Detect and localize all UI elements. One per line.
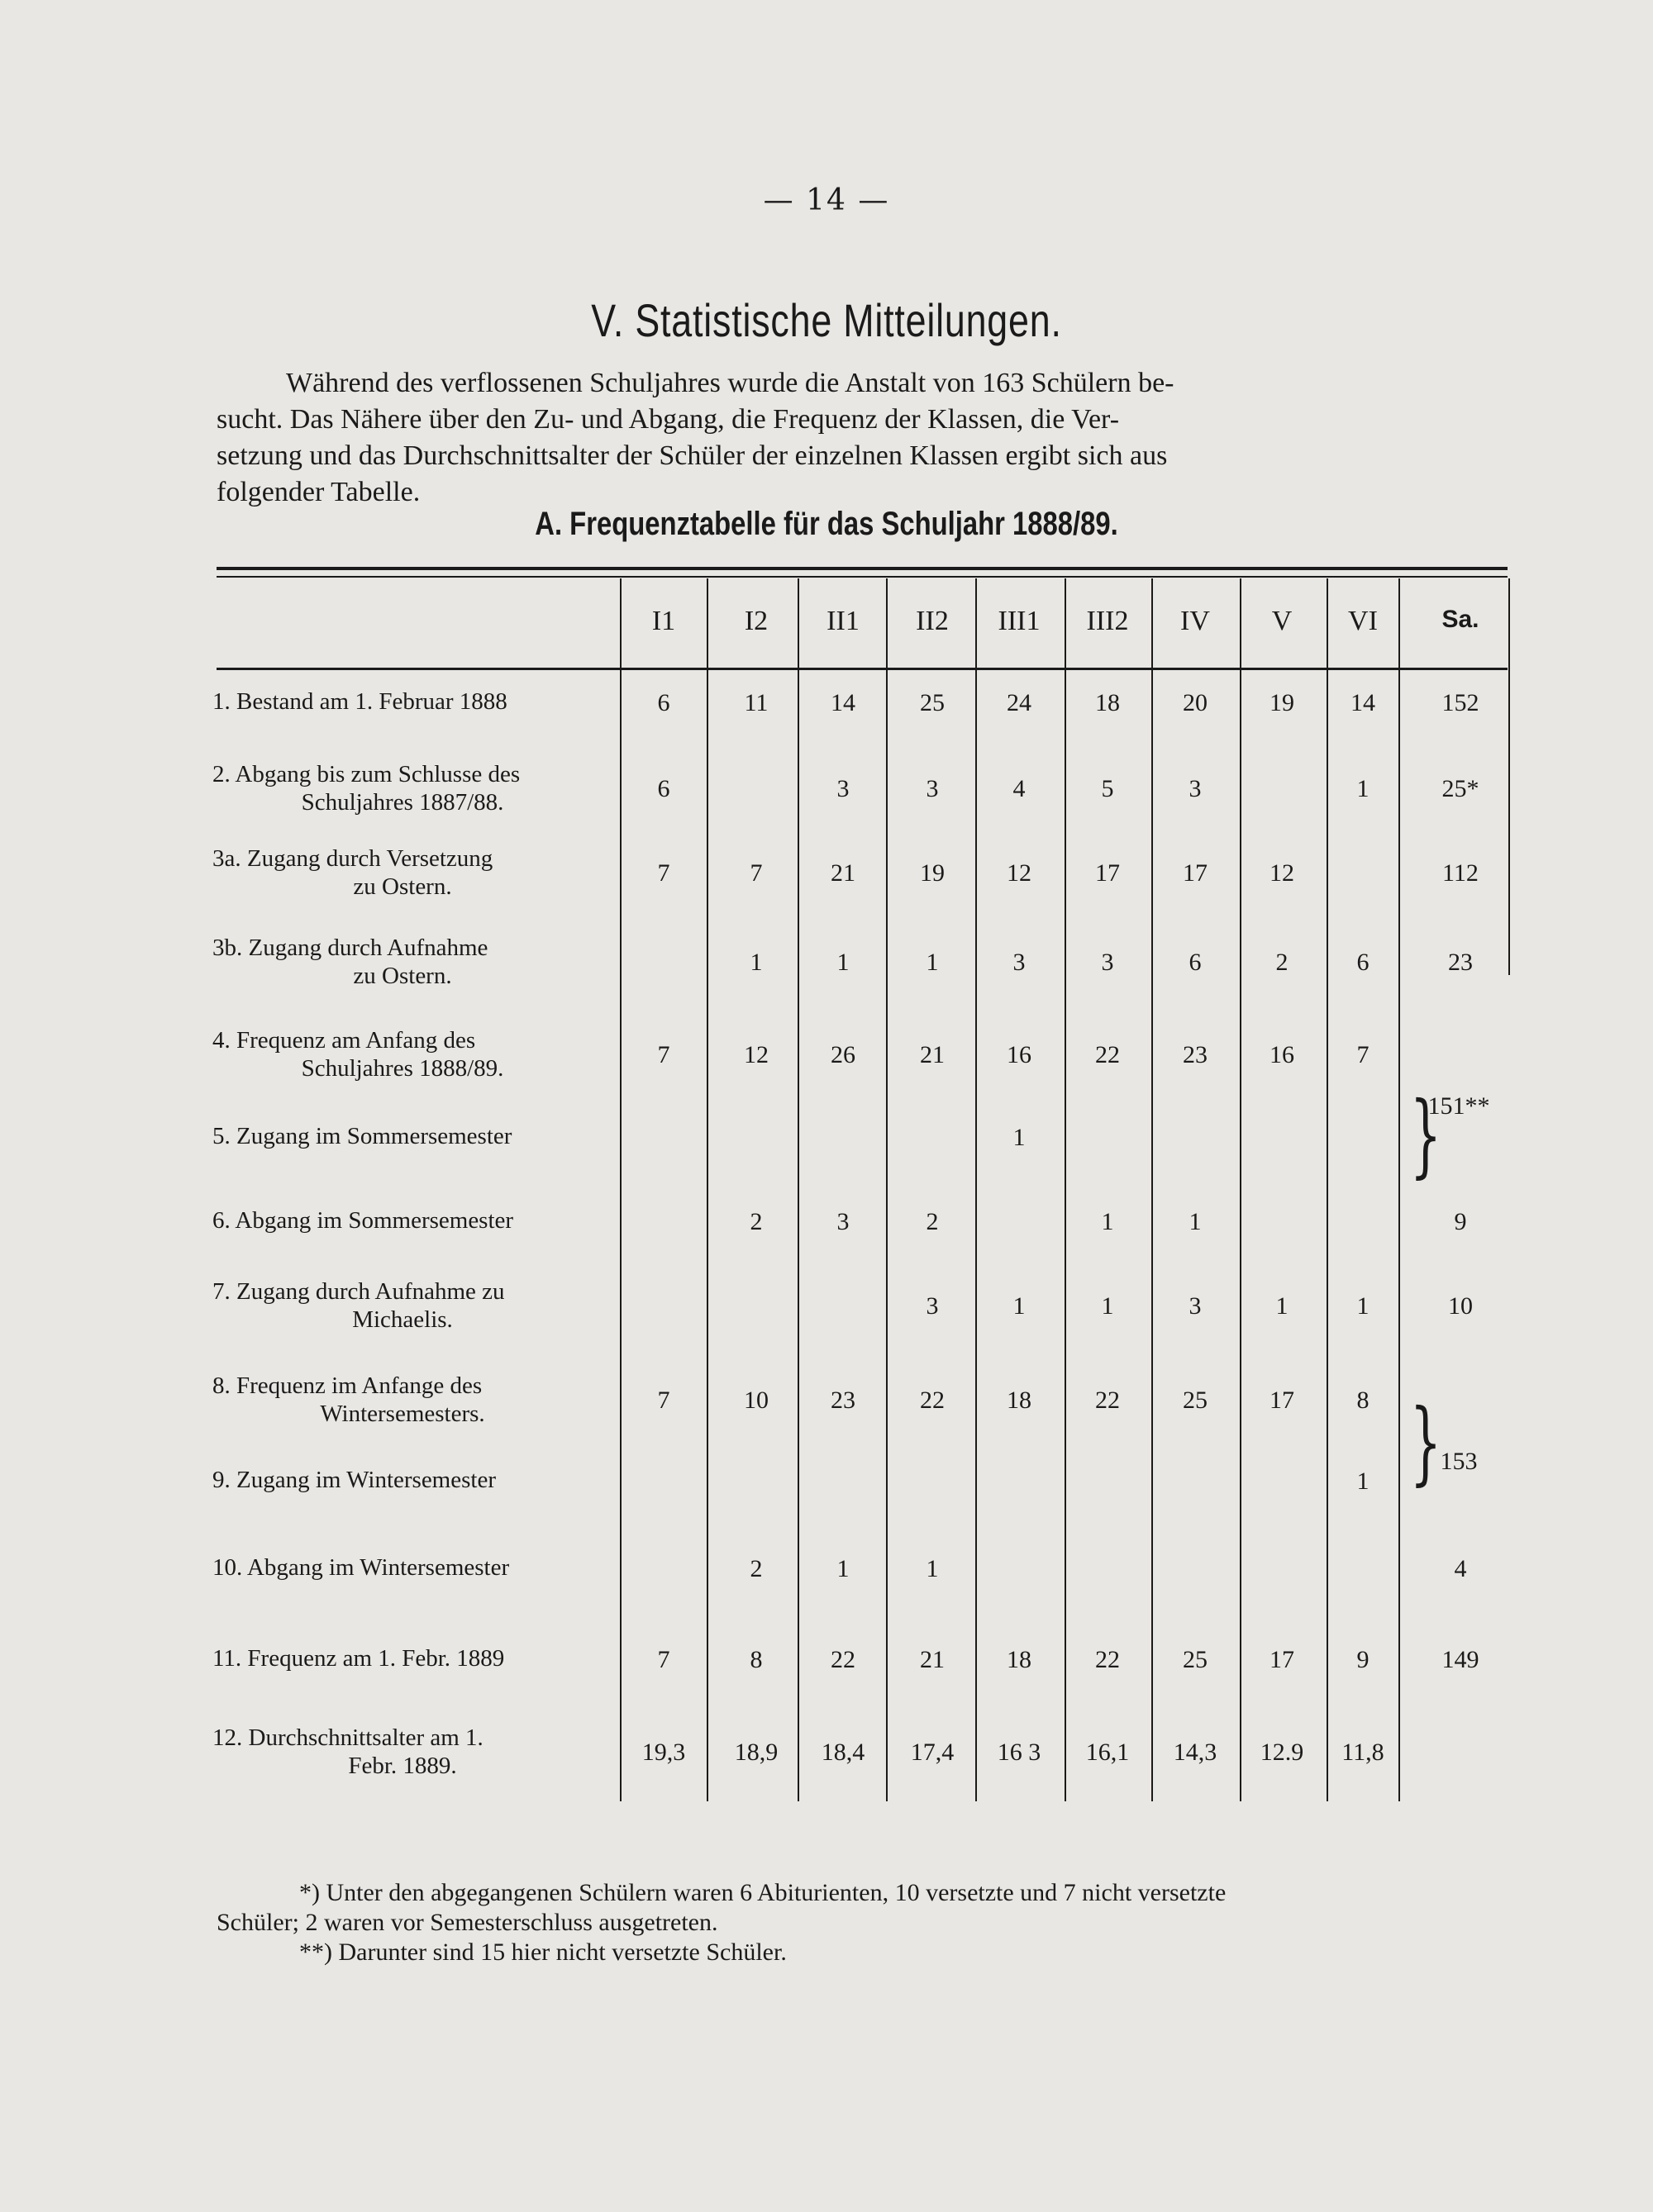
table-cell: 3	[836, 1208, 850, 1235]
table-cell: 21	[920, 1646, 945, 1673]
table-cell: 20	[1183, 689, 1208, 716]
table-cell: 1	[750, 949, 763, 976]
table-cell: 3	[836, 775, 850, 802]
table-cell: 112	[1442, 859, 1479, 887]
table-cell: 14	[1351, 689, 1375, 716]
table-row-label-line: zu Ostern.	[353, 963, 452, 989]
table-column-separator	[886, 578, 888, 1801]
table-row-label-line: Wintersemesters.	[320, 1401, 485, 1427]
table-cell: 1	[836, 1555, 850, 1582]
table-cell: 7	[657, 1387, 670, 1414]
table-cell: 18	[1095, 689, 1120, 716]
table-cell: 3	[1189, 1292, 1202, 1320]
table-column-separator	[1327, 578, 1328, 1801]
table-cell: 14,3	[1173, 1739, 1217, 1766]
table-column-separator	[620, 578, 622, 1801]
footnotes	[217, 1878, 1510, 1967]
table-cell: 17	[1095, 859, 1120, 887]
intro-line: sucht. Das Nähere über den Zu- und Abgang, die Frequenz der Klassen, die Ver-	[217, 404, 1120, 435]
table-cell: 25	[920, 689, 945, 716]
table-row-label-line: 1. Bestand am 1. Februar 1888	[212, 688, 507, 715]
table-cell: 1	[1101, 1208, 1114, 1235]
table-row-label-line: Schuljahres 1887/88.	[301, 789, 504, 816]
table-row-label-line: Febr. 1889.	[348, 1753, 457, 1779]
table-row-label	[212, 844, 593, 901]
table-cell: 16	[1007, 1041, 1031, 1068]
table-header-cell: IV	[1180, 606, 1210, 636]
table-cell: 16,1	[1085, 1739, 1130, 1766]
table-row-label-line: 9. Zugang im Wintersemester	[212, 1467, 496, 1493]
table-row-label-line: 2. Abgang bis zum Schlusse des	[212, 761, 521, 787]
table-row-label	[212, 1724, 593, 1780]
table-header-cell: III1	[998, 606, 1041, 636]
table-cell: 14	[831, 689, 855, 716]
table-header-rule	[217, 668, 1508, 670]
table-row-label-line: 5. Zugang im Sommersemester	[212, 1123, 512, 1149]
table-row-label	[212, 1466, 593, 1494]
table-header-cell: VI	[1348, 606, 1378, 636]
table-cell: 17,4	[910, 1739, 955, 1766]
table-cell: 1	[1012, 1124, 1026, 1151]
table-header-cell: III2	[1086, 606, 1129, 636]
table-cell: 7	[657, 1041, 670, 1068]
table-cell: 23	[1183, 1041, 1208, 1068]
table-row-label-line: 10. Abgang im Wintersemester	[212, 1554, 510, 1581]
table-row-label	[212, 1122, 593, 1150]
table-row-label-line: 3b. Zugang durch Aufnahme	[212, 935, 488, 961]
table-cell: 10	[1448, 1292, 1473, 1320]
table-cell: 9	[1454, 1208, 1467, 1235]
table-cell: 2	[1275, 949, 1289, 976]
table-cell: 10	[744, 1387, 769, 1414]
table-cell: 17	[1270, 1646, 1294, 1673]
table-cell: 7	[657, 859, 670, 887]
table-row-label-line: 8. Frequenz im Anfange des	[212, 1372, 483, 1399]
braced-total: 153	[1440, 1448, 1478, 1475]
table-cell: 11,8	[1341, 1739, 1384, 1766]
footnote-line: Schüler; 2 waren vor Semesterschluss ausgetreten.	[217, 1909, 718, 1936]
table-cell: 19,3	[641, 1739, 686, 1766]
table-cell: 22	[1095, 1387, 1120, 1414]
table-row-label-line: zu Ostern.	[353, 873, 452, 900]
table-row-label	[212, 1372, 593, 1428]
table-cell: 17	[1183, 859, 1208, 887]
table-header-cell: II2	[916, 606, 949, 636]
table-title: A. Frequenztabelle für das Schuljahr 1888/89.	[535, 506, 1118, 542]
table-column-separator	[1240, 578, 1241, 1801]
table-cell: 5	[1101, 775, 1114, 802]
table-row-label-line: 12. Durchschnittsalter am 1.	[212, 1724, 484, 1751]
table-cell: 1	[1356, 1292, 1370, 1320]
intro-line: setzung und das Durchschnittsalter der Schüler der einzelnen Klassen ergibt sich aus	[217, 440, 1168, 471]
table-row-label-line: 6. Abgang im Sommersemester	[212, 1207, 514, 1234]
table-column-separator	[1151, 578, 1153, 1801]
table-cell: 6	[657, 775, 670, 802]
table-cell: 18	[1007, 1646, 1031, 1673]
table-row-label	[212, 1553, 593, 1582]
table-cell: 4	[1012, 775, 1026, 802]
table-row-label-line: Schuljahres 1888/89.	[301, 1055, 504, 1082]
table-row-label-line: 7. Zugang durch Aufnahme zu	[212, 1278, 505, 1305]
table-cell: 3	[926, 1292, 939, 1320]
table-cell: 18	[1007, 1387, 1031, 1414]
table-row-label	[212, 687, 593, 716]
table-cell: 12.9	[1260, 1739, 1304, 1766]
table-cell: 8	[1356, 1387, 1370, 1414]
table-top-rule	[217, 567, 1508, 570]
table-cell: 3	[1189, 775, 1202, 802]
table-cell: 7	[657, 1646, 670, 1673]
table-top-rule-thin	[217, 576, 1508, 578]
table-column-separator	[798, 578, 799, 1801]
table-cell: 149	[1441, 1646, 1479, 1673]
table-cell: 1	[1189, 1208, 1202, 1235]
section-title: V. Statistische Mitteilungen.	[591, 294, 1062, 346]
table-row-label-line: 11. Frequenz am 1. Febr. 1889	[212, 1645, 505, 1672]
table-cell: 18,9	[734, 1739, 779, 1766]
table-cell: 23	[1448, 949, 1473, 976]
braced-total: 151**	[1427, 1092, 1490, 1120]
table-header-cell: V	[1271, 606, 1293, 636]
table-cell: 18,4	[821, 1739, 865, 1766]
table-column-separator	[1508, 578, 1510, 975]
table-cell: 12	[744, 1041, 769, 1068]
table-cell: 1	[1101, 1292, 1114, 1320]
table-header-cell: Sa.	[1441, 606, 1479, 633]
table-cell: 22	[920, 1387, 945, 1414]
table-header-cell: I1	[651, 606, 676, 636]
table-cell: 1	[836, 949, 850, 976]
table-header-cell: I2	[744, 606, 769, 636]
table-cell: 1	[1356, 775, 1370, 802]
table-cell: 12	[1007, 859, 1031, 887]
page-number: — 14 —	[763, 183, 890, 217]
footnote-line: **) Darunter sind 15 hier nicht versetzte Schüler.	[299, 1938, 787, 1966]
table-row-label	[212, 1026, 593, 1082]
table-cell: 21	[831, 859, 855, 887]
table-cell: 25	[1183, 1646, 1208, 1673]
table-header-cell: II1	[826, 606, 860, 636]
table-cell: 152	[1441, 689, 1479, 716]
brace-icon: }	[1409, 1082, 1442, 1187]
intro-line: Während des verflossenen Schuljahres wurde die Anstalt von 163 Schülern be-	[286, 368, 1174, 398]
table-cell: 24	[1007, 689, 1031, 716]
intro-line: folgender Tabelle.	[217, 477, 421, 507]
table-cell: 23	[831, 1387, 855, 1414]
table-cell: 8	[750, 1646, 763, 1673]
table-cell: 1	[926, 1555, 939, 1582]
table-cell: 3	[926, 775, 939, 802]
table-column-separator	[1065, 578, 1066, 1801]
table-cell: 2	[750, 1208, 763, 1235]
table-cell: 6	[1189, 949, 1202, 976]
table-cell: 9	[1356, 1646, 1370, 1673]
table-cell: 6	[657, 689, 670, 716]
table-cell: 11	[744, 689, 769, 716]
table-cell: 16	[1270, 1041, 1294, 1068]
table-row-label	[212, 1206, 593, 1234]
table-cell: 21	[920, 1041, 945, 1068]
table-cell: 19	[1270, 689, 1294, 716]
table-cell: 22	[831, 1646, 855, 1673]
table-column-separator	[707, 578, 708, 1801]
intro-paragraph	[217, 365, 1510, 511]
table-cell: 2	[750, 1555, 763, 1582]
table-row-label	[212, 934, 593, 990]
table-cell: 25	[1183, 1387, 1208, 1414]
table-row-label	[212, 760, 593, 816]
table-cell: 25*	[1441, 775, 1479, 802]
table-cell: 1	[1356, 1468, 1370, 1495]
table-cell: 2	[926, 1208, 939, 1235]
table-row-label-line: 3a. Zugang durch Versetzung	[212, 845, 493, 872]
table-cell: 7	[750, 859, 763, 887]
table-cell: 1	[1012, 1292, 1026, 1320]
table-cell: 4	[1454, 1555, 1467, 1582]
footnote-line: *) Unter den abgegangenen Schülern waren 6 Abiturienten, 10 versetzte und 7 nicht versetzte	[299, 1879, 1227, 1906]
table-row-label	[212, 1644, 593, 1672]
table-cell: 3	[1012, 949, 1026, 976]
table-cell: 7	[1356, 1041, 1370, 1068]
table-cell: 22	[1095, 1041, 1120, 1068]
table-row-label-line: Michaelis.	[352, 1306, 453, 1333]
table-cell: 6	[1356, 949, 1370, 976]
table-cell: 1	[1275, 1292, 1289, 1320]
table-cell: 26	[831, 1041, 855, 1068]
table-cell: 19	[920, 859, 945, 887]
brace-icon: }	[1409, 1389, 1442, 1495]
table-cell: 17	[1270, 1387, 1294, 1414]
table-row-label	[212, 1277, 593, 1334]
table-cell: 12	[1270, 859, 1294, 887]
table-column-separator	[975, 578, 977, 1801]
table-cell: 16 3	[997, 1739, 1041, 1766]
table-cell: 22	[1095, 1646, 1120, 1673]
table-cell: 3	[1101, 949, 1114, 976]
table-cell: 1	[926, 949, 939, 976]
table-row-label-line: 4. Frequenz am Anfang des	[212, 1027, 476, 1054]
table-column-separator	[1398, 578, 1400, 1801]
